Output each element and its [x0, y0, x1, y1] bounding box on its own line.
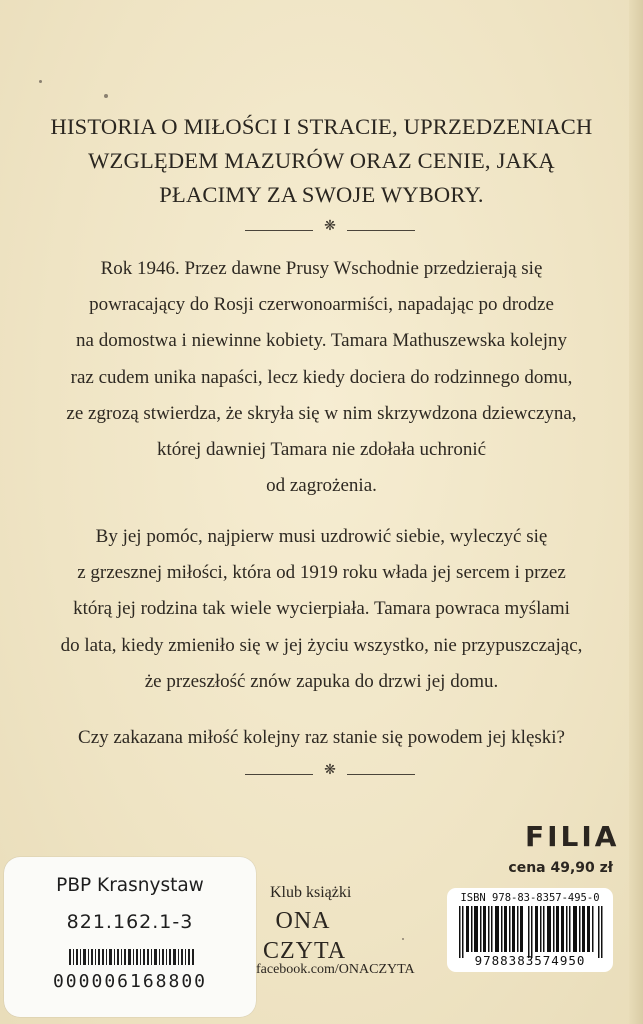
text-line: raz cudem unika napaści, lecz kiedy dociera do rodzinnego domu, [70, 366, 573, 388]
ornament-divider-bottom [245, 762, 415, 782]
print-speck [402, 938, 404, 940]
blurb-question [20, 720, 623, 756]
book-club-logo [263, 906, 347, 966]
library-barcode [69, 949, 194, 965]
print-speck [104, 94, 108, 98]
headline-line: PŁACIMY ZA SWOJE WYBORY. [159, 182, 484, 207]
ean-digits: 9788383574950 [474, 953, 586, 968]
text-line: od zagrożenia. [266, 475, 377, 497]
headline [30, 110, 613, 212]
text-line: którą jej rodzina tak wiele wycierpiała. Tamara powraca myślami [73, 598, 570, 620]
text-line: powracający do Rosji czerwonoarmiści, napadając po drodze [89, 294, 554, 316]
cover-edge [629, 0, 643, 1024]
text-line: Czy zakazana miłość kolejny raz stanie się powodem jej klęski? [78, 727, 565, 748]
isbn-label [447, 888, 613, 972]
book-club-url: facebook.com/ONACZYTA [256, 962, 415, 977]
blurb-paragraph-1 [20, 251, 623, 504]
text-line: że przeszłość znów zapuka do drzwi jej domu. [144, 670, 499, 692]
text-line: do lata, kiedy zmieniło się w jej życiu wszystko, nie przypuszczając, [60, 634, 583, 656]
isbn-number: ISBN 978-83-8357-495-0 [460, 892, 600, 904]
price-label: cena 49,90 zł [508, 860, 613, 876]
headline-line: HISTORIA O MIŁOŚCI I STRACIE, UPRZEDZENIACH [50, 114, 593, 139]
text-line: By jej pomóc, najpierw musi uzdrowić siebie, wyleczyć się [95, 526, 548, 547]
flower-ornament-icon: ❋ [324, 218, 336, 234]
book-club-logo-line: CZYTA [263, 938, 347, 964]
text-line: na domostwa i niewinne kobiety. Tamara Mathuszewska kolejny [76, 330, 567, 352]
text-line: z grzesznej miłości, która od 1919 roku włada jej sercem i przez [77, 562, 566, 584]
publisher-logo: FILIA [525, 820, 620, 853]
blurb-paragraph-2 [20, 519, 623, 700]
shelf-signature: 821.162.1-3 [66, 911, 194, 933]
ornament-divider-top [245, 218, 415, 238]
text-line: Rok 1946. Przez dawne Prusy Wschodnie przedzierają się [100, 258, 543, 279]
book-club-logo-line: ONA [275, 908, 331, 934]
text-line: ze zgrozą stwierdza, że skryła się w nim skrzywdzona dziewczyna, [66, 402, 577, 424]
library-inventory-number: 000006168800 [52, 971, 208, 992]
flower-ornament-icon: ❋ [324, 762, 336, 778]
print-speck [39, 80, 42, 83]
headline-line: WZGLĘDEM MAZURÓW ORAZ CENIE, JAKĄ [88, 148, 555, 173]
library-name: PBP Krasnystaw [56, 875, 204, 896]
book-club-title: Klub książki [270, 884, 352, 901]
text-line: której dawniej Tamara nie zdołała uchronić [156, 439, 487, 461]
library-sticker [4, 857, 256, 1017]
isbn-barcode [459, 906, 603, 958]
